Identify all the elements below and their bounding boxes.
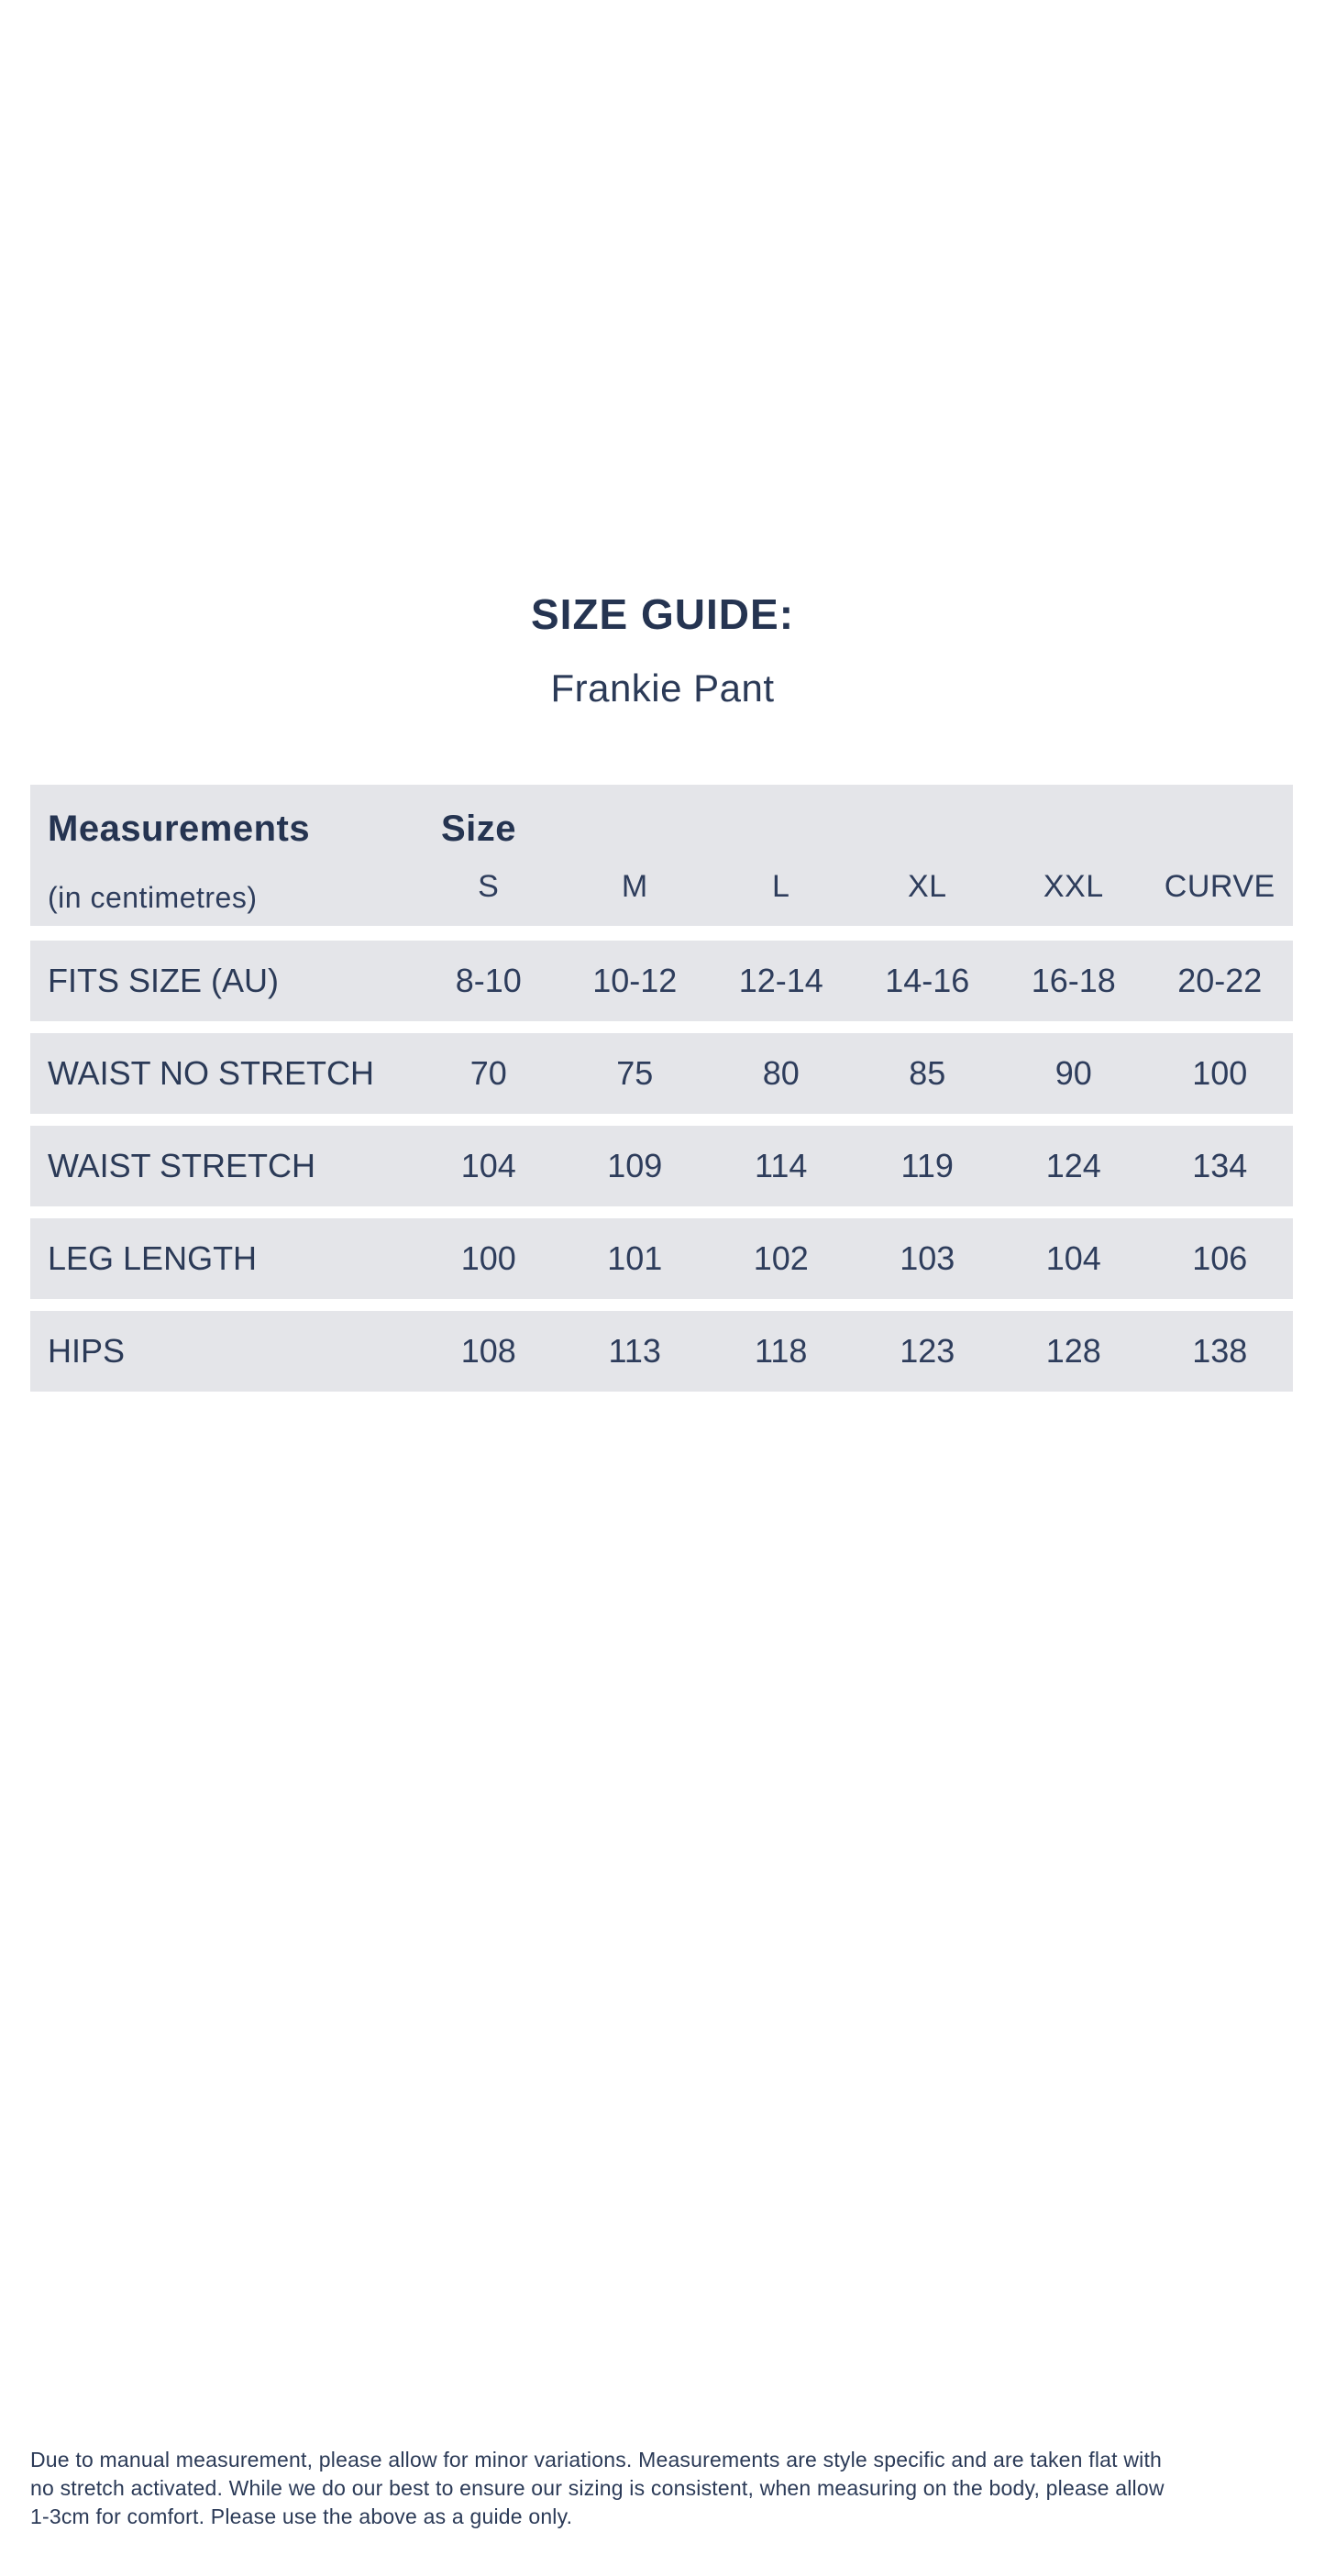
size-value-cell: 128 — [1045, 1332, 1101, 1370]
row-label: LEG LENGTH — [48, 1239, 258, 1277]
size-value-cell: 134 — [1192, 1147, 1248, 1184]
row-label: HIPS — [48, 1332, 126, 1370]
disclaimer-line: Due to manual measurement, please allow for minor variations. Measurements are style specific and are taken flat with — [30, 2448, 1163, 2471]
disclaimer-text — [30, 2446, 1307, 2531]
row-label: WAIST STRETCH — [48, 1147, 316, 1184]
column-header-curve: CURVE — [1164, 869, 1275, 904]
size-value-cell: 20-22 — [1177, 962, 1263, 999]
size-value-cell: 75 — [616, 1054, 654, 1092]
column-header-s: S — [478, 869, 500, 904]
row-label: FITS SIZE (AU) — [48, 962, 279, 999]
size-value-cell: 102 — [753, 1239, 809, 1277]
table-header-row — [30, 785, 1293, 926]
size-value-cell: 108 — [460, 1332, 516, 1370]
table-row-leg-length — [30, 1218, 1293, 1299]
size-value-cell: 104 — [460, 1147, 516, 1184]
size-value-cell: 101 — [607, 1239, 663, 1277]
size-table — [30, 785, 1293, 1392]
size-value-cell: 85 — [909, 1054, 946, 1092]
disclaimer-line: 1-3cm for comfort. Please use the above as a guide only. — [30, 2504, 573, 2528]
size-value-cell: 119 — [900, 1147, 954, 1184]
size-value-cell: 124 — [1045, 1147, 1101, 1184]
size-value-cell: 16-18 — [1031, 962, 1116, 999]
size-value-cell: 109 — [607, 1147, 663, 1184]
size-value-cell: 113 — [608, 1332, 661, 1370]
table-row-waist-stretch — [30, 1126, 1293, 1206]
size-header: Size — [441, 809, 517, 849]
product-name: Frankie Pant — [550, 666, 775, 710]
table-row-hips — [30, 1311, 1293, 1392]
size-value-cell: 12-14 — [738, 962, 823, 999]
size-value-cell: 90 — [1054, 1054, 1092, 1092]
disclaimer-line: no stretch activated. While we do our best to ensure our sizing is consistent, when measuring on the body, please allow — [30, 2476, 1165, 2500]
measurements-header: Measurements — [48, 809, 311, 849]
table-row-fits-size — [30, 941, 1293, 1021]
size-guide-page — [0, 589, 1325, 2576]
size-value-cell: 10-12 — [592, 962, 678, 999]
size-value-cell: 80 — [762, 1054, 800, 1092]
size-value-cell: 70 — [469, 1054, 507, 1092]
size-value-cell: 104 — [1045, 1239, 1101, 1277]
size-value-cell: 114 — [755, 1147, 808, 1184]
size-value-cell: 8-10 — [455, 962, 522, 999]
size-value-cell: 138 — [1192, 1332, 1248, 1370]
size-value-cell: 100 — [1192, 1054, 1248, 1092]
size-value-cell: 100 — [460, 1239, 516, 1277]
size-value-cell: 123 — [900, 1332, 955, 1370]
column-header-m: M — [621, 869, 648, 904]
units-header: (in centimetres) — [48, 881, 258, 914]
column-header-xxl: XXL — [1043, 869, 1104, 904]
column-header-l: L — [772, 869, 790, 904]
row-label: WAIST NO STRETCH — [48, 1054, 375, 1092]
table-row-waist-no-stretch — [30, 1033, 1293, 1114]
column-header-xl: XL — [907, 869, 947, 904]
size-guide-title: SIZE GUIDE: — [530, 590, 795, 638]
size-value-cell: 118 — [755, 1332, 808, 1370]
size-value-cell: 106 — [1192, 1239, 1248, 1277]
size-value-cell: 14-16 — [885, 962, 970, 999]
size-value-cell: 103 — [900, 1239, 955, 1277]
